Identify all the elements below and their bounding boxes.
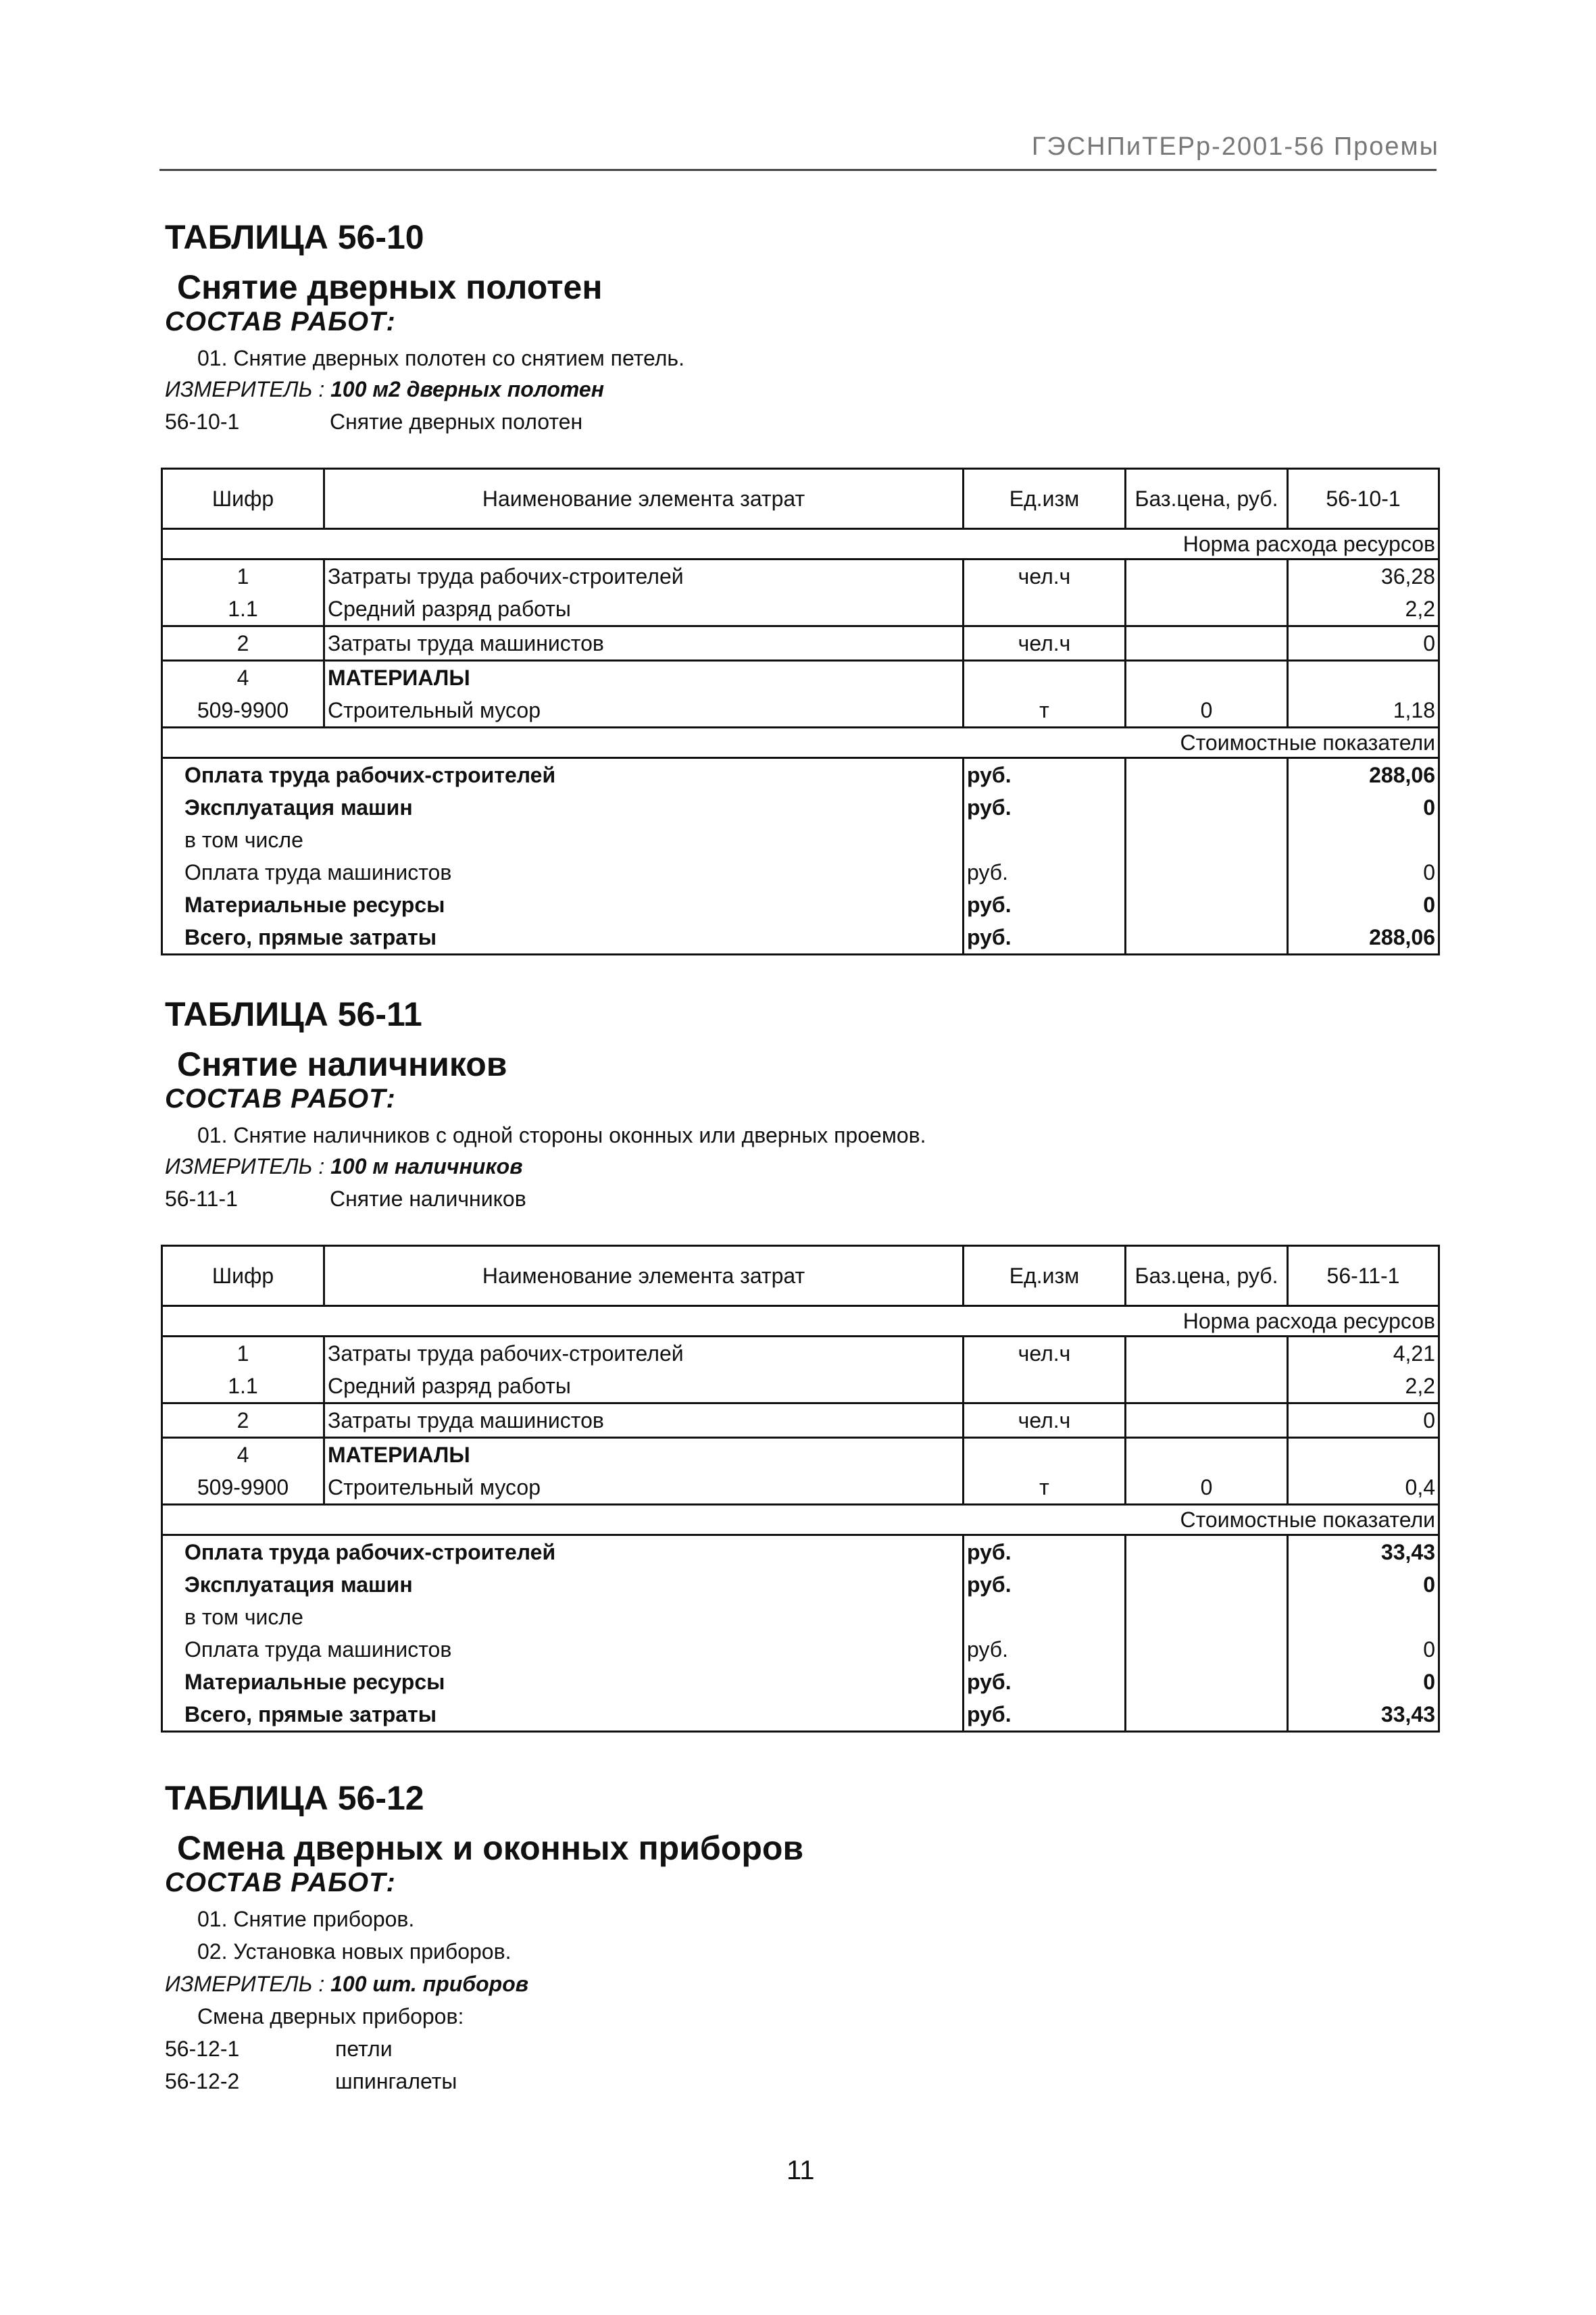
row-price [1126, 559, 1288, 593]
item-code: 56-10-1 [165, 409, 240, 434]
row-code: 2 [162, 626, 324, 661]
cost-unit: руб. [964, 889, 1126, 921]
table-header-row [162, 469, 1439, 529]
row-value [1288, 661, 1439, 695]
cost-name: Всего, прямые затраты [162, 1698, 964, 1732]
work-item: 01. Снятие наличников с одной стороны оконных или дверных проемов. [197, 1123, 926, 1147]
group-label: Смена дверных приборов: [197, 2004, 464, 2028]
table-row [162, 661, 1439, 695]
cost-row [162, 1633, 1439, 1666]
table-row [162, 559, 1439, 593]
cost-name: Оплата труда машинистов [162, 856, 964, 889]
cost-unit: руб. [964, 1568, 1126, 1601]
row-name: МАТЕРИАЛЫ [324, 1438, 964, 1472]
row-code: 4 [162, 661, 324, 695]
table-row [162, 1438, 1439, 1472]
row-code: 1.1 [162, 593, 324, 626]
cost-row [162, 889, 1439, 921]
cost-row [162, 791, 1439, 824]
measure-value: 100 м наличников [330, 1154, 523, 1178]
header-norm-code: 56-10-1 [1288, 469, 1439, 529]
cost-name: Эксплуатация машин [162, 1568, 964, 1601]
row-code: 4 [162, 1438, 324, 1472]
cost-name: Оплата труда рабочих-строителей [162, 1535, 964, 1569]
table-heading: ТАБЛИЦА 56-10 [165, 218, 424, 256]
cost-unit: руб. [964, 856, 1126, 889]
table-row [162, 1370, 1439, 1403]
row-code: 1 [162, 1337, 324, 1370]
cost-unit [964, 824, 1126, 856]
item-code: 56-12-2 [165, 2069, 240, 2093]
row-price [1126, 1337, 1288, 1370]
cost-unit: руб. [964, 1698, 1126, 1732]
cost-name: Материальные ресурсы [162, 1666, 964, 1698]
table-heading: ТАБЛИЦА 56-12 [165, 1779, 424, 1817]
item-name: петли [335, 2037, 393, 2061]
row-code: 1.1 [162, 1370, 324, 1403]
cost-name: Всего, прямые затраты [162, 921, 964, 955]
work-composition-label: СОСТАВ РАБОТ: [165, 307, 396, 337]
header-name: Наименование элемента затрат [324, 469, 964, 529]
cost-value: 33,43 [1288, 1698, 1439, 1732]
header-unit: Ед.изм [964, 1246, 1126, 1306]
cost-name: Оплата труда машинистов [162, 1633, 964, 1666]
work-composition-label: СОСТАВ РАБОТ: [165, 1084, 396, 1114]
measure-label: ИЗМЕРИТЕЛЬ : [165, 377, 325, 401]
table-row [162, 593, 1439, 626]
header-norm-code: 56-11-1 [1288, 1246, 1439, 1306]
work-item: 01. Снятие приборов. [197, 1907, 415, 1931]
row-unit: чел.ч [964, 626, 1126, 661]
row-value: 36,28 [1288, 559, 1439, 593]
item-code: 56-11-1 [165, 1187, 238, 1211]
table-row [162, 1337, 1439, 1370]
section-title: Снятие наличников [177, 1045, 507, 1083]
cost-name: в том числе [162, 824, 964, 856]
cost-value: 0 [1288, 856, 1439, 889]
row-price [1126, 661, 1288, 695]
cost-label: Стоимостные показатели [162, 1505, 1439, 1535]
cost-unit: руб. [964, 1666, 1126, 1698]
row-value: 2,2 [1288, 1370, 1439, 1403]
row-value: 4,21 [1288, 1337, 1439, 1370]
cost-name: в том числе [162, 1601, 964, 1633]
work-item: 02. Установка новых приборов. [197, 1939, 512, 1964]
item-name: шпингалеты [335, 2069, 457, 2093]
row-name: Средний разряд работы [324, 1370, 964, 1403]
cost-value: 0 [1288, 889, 1439, 921]
cost-row [162, 1568, 1439, 1601]
document-code-header: ГЭСНПиТЕРр-2001-56 Проемы [1031, 132, 1439, 161]
cost-label: Стоимостные показатели [162, 728, 1439, 758]
cost-value: 0 [1288, 1633, 1439, 1666]
cost-name: Эксплуатация машин [162, 791, 964, 824]
header-price: Баз.цена, руб. [1126, 469, 1288, 529]
cost-value: 288,06 [1288, 758, 1439, 792]
section-title: Смена дверных и оконных приборов [177, 1829, 804, 1867]
row-value [1288, 1438, 1439, 1472]
row-name: Затраты труда машинистов [324, 626, 964, 661]
row-name: МАТЕРИАЛЫ [324, 661, 964, 695]
cost-row [162, 1535, 1439, 1569]
cost-row [162, 921, 1439, 955]
norm-label: Норма расхода ресурсов [162, 529, 1439, 559]
cost-value: 0 [1288, 1568, 1439, 1601]
table-row [162, 694, 1439, 728]
resource-table [161, 1245, 1440, 1733]
cost-unit: руб. [964, 791, 1126, 824]
row-name: Затраты труда рабочих-строителей [324, 559, 964, 593]
item-name: Снятие наличников [330, 1187, 526, 1211]
row-price [1126, 1403, 1288, 1438]
measure-line [165, 1972, 528, 1997]
row-unit: чел.ч [964, 1403, 1126, 1438]
measure-line [165, 377, 604, 402]
row-price: 0 [1126, 694, 1288, 728]
row-name: Строительный мусор [324, 1471, 964, 1505]
row-value: 0 [1288, 626, 1439, 661]
row-unit [964, 1370, 1126, 1403]
row-name: Средний разряд работы [324, 593, 964, 626]
cost-unit: руб. [964, 1535, 1126, 1569]
cost-name: Материальные ресурсы [162, 889, 964, 921]
row-code: 1 [162, 559, 324, 593]
cost-row [162, 824, 1439, 856]
row-name: Строительный мусор [324, 694, 964, 728]
row-unit [964, 593, 1126, 626]
row-unit: чел.ч [964, 559, 1126, 593]
header-code: Шифр [162, 469, 324, 529]
cost-value [1288, 824, 1439, 856]
cost-value [1288, 1601, 1439, 1633]
work-item: 01. Снятие дверных полотен со снятием петель. [197, 346, 684, 370]
row-code: 2 [162, 1403, 324, 1438]
resource-table [161, 468, 1440, 955]
row-unit [964, 661, 1126, 695]
item-code: 56-12-1 [165, 2037, 240, 2061]
measure-value: 100 м2 дверных полотен [330, 377, 605, 401]
measure-label: ИЗМЕРИТЕЛЬ : [165, 1154, 325, 1178]
row-value: 0 [1288, 1403, 1439, 1438]
row-code: 509-9900 [162, 1471, 324, 1505]
row-value: 0,4 [1288, 1471, 1439, 1505]
cost-value: 33,43 [1288, 1535, 1439, 1569]
cost-value: 288,06 [1288, 921, 1439, 955]
row-code: 509-9900 [162, 694, 324, 728]
row-unit: т [964, 1471, 1126, 1505]
row-price: 0 [1126, 1471, 1288, 1505]
measure-label: ИЗМЕРИТЕЛЬ : [165, 1972, 325, 1996]
cost-unit: руб. [964, 758, 1126, 792]
row-price [1126, 593, 1288, 626]
row-name: Затраты труда рабочих-строителей [324, 1337, 964, 1370]
header-code: Шифр [162, 1246, 324, 1306]
cost-name: Оплата труда рабочих-строителей [162, 758, 964, 792]
cost-row [162, 1666, 1439, 1698]
header-unit: Ед.изм [964, 469, 1126, 529]
table-row [162, 1403, 1439, 1438]
item-name: Снятие дверных полотен [330, 409, 583, 434]
table-row [162, 626, 1439, 661]
cost-row [162, 1601, 1439, 1633]
section-title: Снятие дверных полотен [177, 268, 603, 306]
cost-unit: руб. [964, 921, 1126, 955]
row-value: 1,18 [1288, 694, 1439, 728]
cost-row [162, 1698, 1439, 1732]
header-price: Баз.цена, руб. [1126, 1246, 1288, 1306]
cost-row [162, 856, 1439, 889]
row-unit: чел.ч [964, 1337, 1126, 1370]
cost-unit: руб. [964, 1633, 1126, 1666]
row-price [1126, 1370, 1288, 1403]
row-value: 2,2 [1288, 593, 1439, 626]
cost-unit [964, 1601, 1126, 1633]
measure-line [165, 1154, 523, 1179]
work-composition-label: СОСТАВ РАБОТ: [165, 1868, 396, 1897]
row-unit [964, 1438, 1126, 1472]
page-number: 11 [787, 2156, 815, 2185]
table-row [162, 1471, 1439, 1505]
cost-value: 0 [1288, 791, 1439, 824]
cost-value: 0 [1288, 1666, 1439, 1698]
row-price [1126, 626, 1288, 661]
header-name: Наименование элемента затрат [324, 1246, 964, 1306]
table-heading: ТАБЛИЦА 56-11 [165, 995, 422, 1033]
header-rule [159, 169, 1437, 171]
row-name: Затраты труда машинистов [324, 1403, 964, 1438]
norm-label: Норма расхода ресурсов [162, 1306, 1439, 1337]
measure-value: 100 шт. приборов [330, 1972, 529, 1996]
row-unit: т [964, 694, 1126, 728]
cost-row [162, 758, 1439, 792]
table-header-row [162, 1246, 1439, 1306]
row-price [1126, 1438, 1288, 1472]
